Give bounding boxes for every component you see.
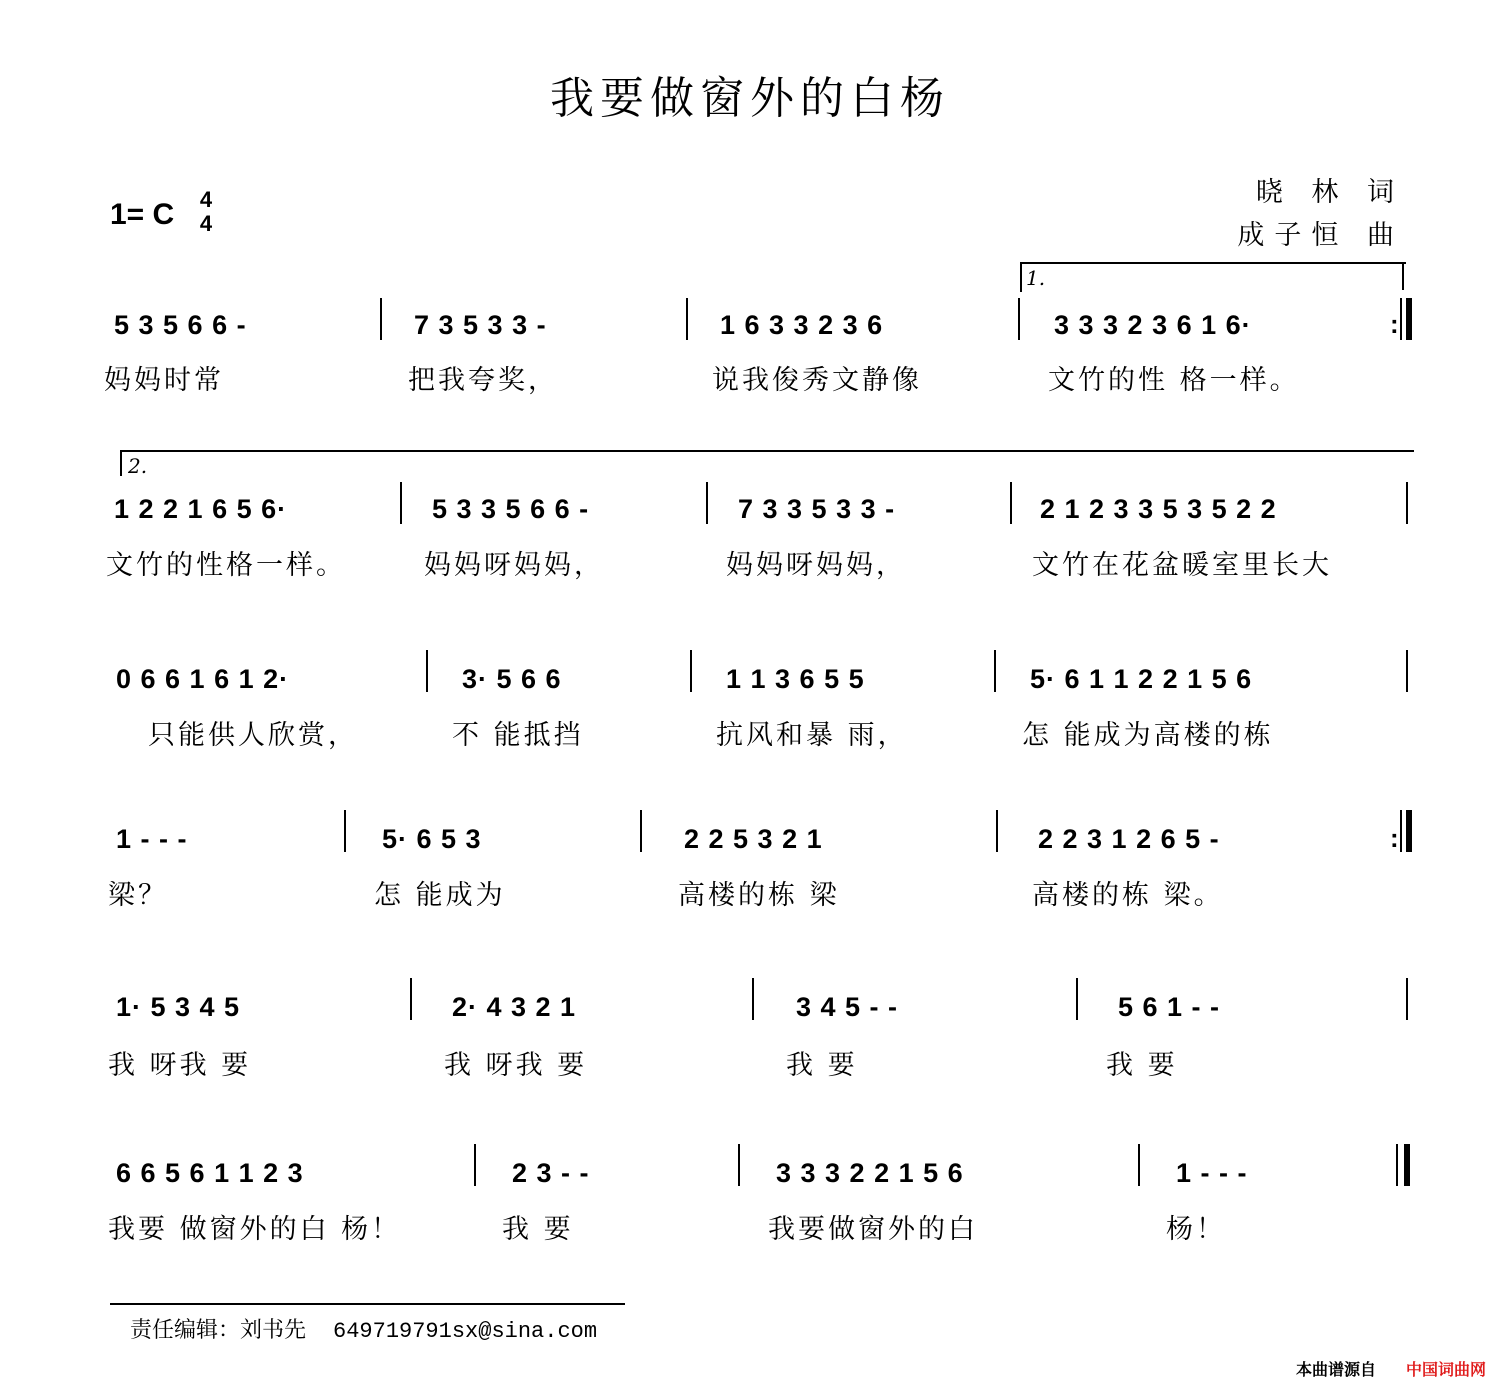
- lyric-line: 我 要: [1106, 1050, 1178, 1081]
- barline: [706, 482, 708, 524]
- lyric-line: 文竹的性 格一样。: [1048, 365, 1300, 396]
- time-signature: [196, 188, 216, 236]
- source-label: 本曲谱源自: [1296, 1362, 1377, 1379]
- barline: [686, 298, 688, 340]
- time-signature-top: 4: [199, 187, 213, 212]
- lyric-line: 怎 能成为: [374, 880, 506, 911]
- measure-notes: 7 3 3 5 3 3 -: [738, 494, 896, 524]
- measure-notes: 5 3 5 6 6 -: [114, 310, 247, 340]
- measure-notes: 6 6 5 6 1 1 2 3: [116, 1158, 304, 1188]
- editor-label: 责任编辑：刘书先: [130, 1318, 307, 1343]
- measure-notes: 2 3 - -: [512, 1158, 590, 1188]
- barline: [994, 650, 996, 692]
- barline: [426, 650, 428, 692]
- page-title: 我要做窗外的白杨: [550, 73, 950, 124]
- second-ending-bracket: [120, 450, 1414, 476]
- first-ending-bracket: [1020, 262, 1406, 292]
- measure-notes: 2 1 2 3 3 5 3 5 2 2: [1040, 494, 1277, 524]
- measure-notes: 5· 6 1 1 2 2 1 5 6: [1030, 664, 1253, 694]
- lyric-line: 把我夸奖，: [408, 365, 558, 396]
- lyric-line: 抗风和暴 雨，: [716, 720, 908, 751]
- barline: [1406, 978, 1408, 1020]
- repeat-barline-thick: [1406, 298, 1412, 340]
- lyric-line: 不 能抵挡: [452, 720, 584, 751]
- lyric-line: 我要做窗外的白: [768, 1214, 978, 1245]
- measure-notes: 1 1 3 6 5 5: [726, 664, 865, 694]
- lyric-line: 我 呀我 要: [444, 1050, 588, 1081]
- brand-link[interactable]: 中国词曲网: [1406, 1362, 1487, 1379]
- barline: [1406, 650, 1408, 692]
- final-barline-thin: [1396, 1144, 1398, 1186]
- measure-notes: 1· 5 3 4 5: [116, 992, 241, 1022]
- final-barline-thick: [1404, 1144, 1410, 1186]
- measure-notes: 3· 5 6 6: [462, 664, 562, 694]
- time-signature-bottom: 4: [199, 211, 213, 236]
- measure-notes: 2 2 3 1 2 6 5 -: [1038, 824, 1220, 854]
- lyricist-credit: 晓 林 词: [1255, 177, 1404, 208]
- measure-notes: 1 2 2 1 6 5 6·: [114, 494, 288, 524]
- barline: [1406, 482, 1408, 524]
- barline: [1076, 978, 1078, 1020]
- repeat-barline-thin: [1400, 298, 1402, 340]
- lyric-line: 梁？: [108, 880, 168, 911]
- lyric-line: 我 呀我 要: [108, 1050, 252, 1081]
- repeat-dots: :: [1390, 309, 1399, 339]
- first-ending-bracket-end: [1402, 262, 1404, 290]
- barline: [738, 1144, 740, 1186]
- measure-notes: 3 3 3 2 3 6 1 6·: [1054, 310, 1252, 340]
- measure-notes: 5 6 1 - -: [1118, 992, 1221, 1022]
- barline: [410, 978, 412, 1020]
- lyric-line: 我 要: [786, 1050, 858, 1081]
- lyric-line: 妈妈时常: [104, 365, 224, 396]
- barline: [690, 650, 692, 692]
- barline: [380, 298, 382, 340]
- measure-notes: 3 3 3 2 2 1 5 6: [776, 1158, 964, 1188]
- barline: [1010, 482, 1012, 524]
- lyric-line: 妈妈呀妈妈，: [726, 550, 906, 581]
- measure-notes: 7 3 5 3 3 -: [414, 310, 547, 340]
- lyric-line: 我要 做窗外的白 杨！: [108, 1214, 402, 1245]
- barline: [640, 810, 642, 852]
- barline: [1018, 298, 1020, 340]
- second-ending-number: 2.: [128, 454, 148, 478]
- footer-divider: [110, 1303, 625, 1305]
- repeat-barline-thin: [1400, 810, 1402, 852]
- barline: [996, 810, 998, 852]
- lyric-line: 我 要: [502, 1214, 574, 1245]
- barline: [474, 1144, 476, 1186]
- lyric-line: 说我俊秀文静像: [712, 365, 922, 396]
- first-ending-number: 1.: [1026, 266, 1046, 290]
- lyric-line: 文竹的性格一样。: [106, 550, 346, 581]
- barline: [1138, 1144, 1140, 1186]
- key-signature: 1= C: [110, 198, 175, 231]
- barline: [344, 810, 346, 852]
- lyric-line: 只能供人欣赏，: [148, 720, 358, 751]
- measure-notes: 1 - - -: [1176, 1158, 1248, 1188]
- measure-notes: 3 4 5 - -: [796, 992, 899, 1022]
- measure-notes: 2 2 5 3 2 1: [684, 824, 823, 854]
- measure-notes: 1 - - -: [116, 824, 188, 854]
- editor-credit: [130, 1313, 597, 1344]
- repeat-dots: :: [1390, 823, 1399, 853]
- barline: [400, 482, 402, 524]
- lyric-line: 怎 能成为高楼的栋: [1022, 720, 1274, 751]
- repeat-barline-thick: [1406, 810, 1412, 852]
- lyric-line: 杨！: [1166, 1214, 1226, 1245]
- lyric-line: 文竹在花盆暖室里长大: [1032, 550, 1332, 581]
- measure-notes: 5· 6 5 3: [382, 824, 482, 854]
- lyric-line: 高楼的栋 梁: [678, 880, 840, 911]
- measure-notes: 5 3 3 5 6 6 -: [432, 494, 590, 524]
- measure-notes: 2· 4 3 2 1: [452, 992, 577, 1022]
- lyric-line: 高楼的栋 梁。: [1032, 880, 1224, 911]
- composer-credit: 成子恒 曲: [1237, 220, 1404, 251]
- measure-notes: 1 6 3 3 2 3 6: [720, 310, 884, 340]
- barline: [752, 978, 754, 1020]
- lyric-line: 妈妈呀妈妈，: [424, 550, 604, 581]
- editor-email[interactable]: 649719791sx@sina.com: [333, 1319, 598, 1344]
- measure-notes: 0 6 6 1 6 1 2·: [116, 664, 290, 694]
